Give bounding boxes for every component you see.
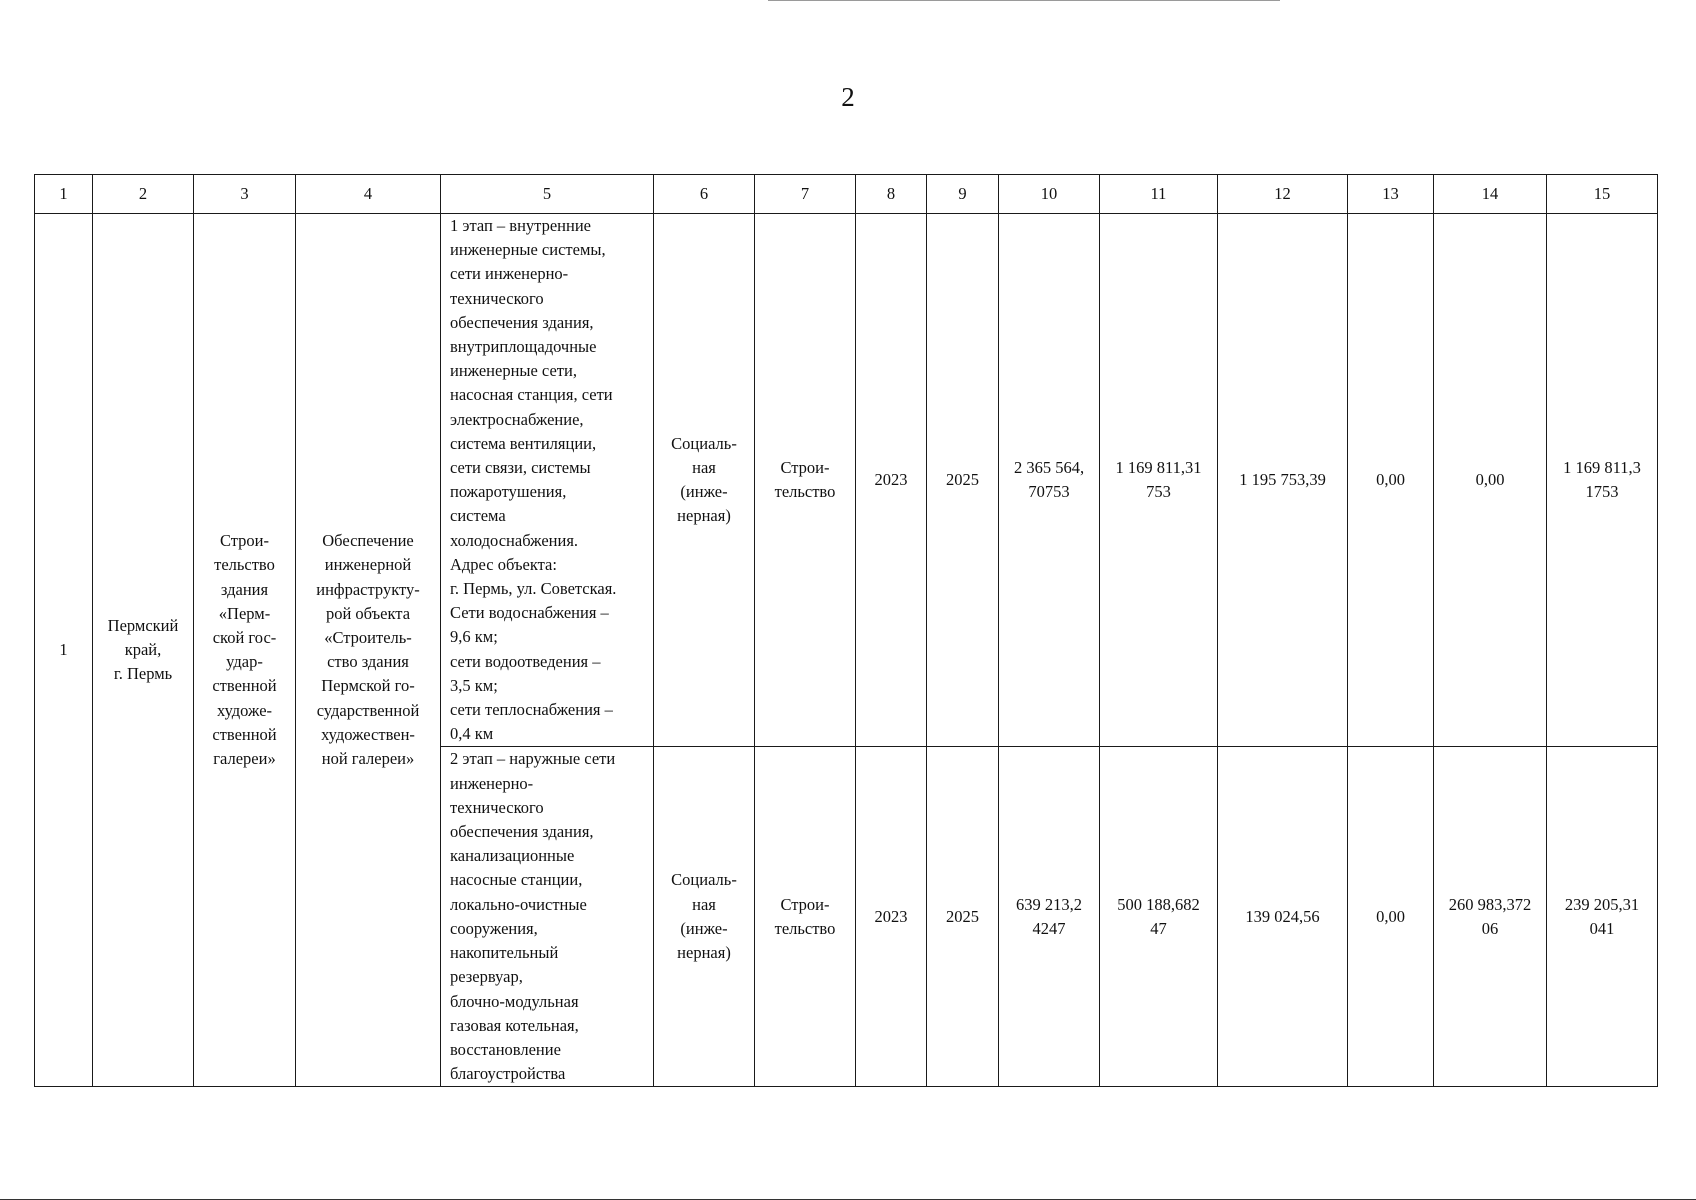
text-line: 2 365 564, — [1013, 458, 1085, 478]
text-line: художествен- — [321, 724, 415, 744]
text-line: 639 213,2 — [1016, 894, 1082, 914]
text-line: сети водоотведения – — [450, 651, 601, 671]
value-cell-13 — [1348, 747, 1434, 1087]
text-line: резервуар, — [450, 967, 523, 987]
text-line: технического — [450, 797, 544, 817]
text-line: блочно-модульная — [450, 991, 579, 1011]
value-cell-10 — [999, 747, 1100, 1087]
text-line: накопительный — [450, 943, 559, 963]
header-cell: 11 — [1100, 175, 1218, 214]
text-line: инженерные системы, — [450, 240, 606, 260]
text-line: инфраструкту- — [316, 579, 420, 599]
stage-description-cell — [441, 214, 654, 747]
text-line: инженерно- — [450, 773, 534, 793]
text-line: ной галереи» — [321, 748, 415, 768]
text-line: 139 024,56 — [1245, 906, 1320, 926]
text-line: технического — [450, 288, 544, 308]
text-line: инженерные сети, — [450, 361, 577, 381]
text-line: 0,4 км — [450, 724, 494, 744]
text-line: ная — [692, 458, 716, 478]
text-line: ство здания — [327, 652, 409, 672]
header-cell: 4 — [296, 175, 441, 214]
year-start-cell: 2023 — [856, 747, 927, 1087]
header-cell: 8 — [856, 175, 927, 214]
text-line: Строи- — [780, 894, 830, 914]
text-line: 260 983,372 — [1448, 894, 1532, 914]
text-line: Пермский — [107, 615, 179, 635]
header-row — [35, 175, 1658, 214]
text-line: Строи- — [219, 531, 270, 551]
text-line: 4247 — [1032, 918, 1066, 938]
text-line: обеспечения здания, — [450, 822, 594, 842]
text-line: газовая котельная, — [450, 1015, 579, 1035]
text-line: насосная станция, сети — [450, 385, 613, 405]
value-cell-15 — [1547, 214, 1658, 747]
text-line: насосные станции, — [450, 870, 583, 890]
header-cell: 14 — [1434, 175, 1547, 214]
text-line: (инже- — [680, 918, 728, 938]
page-number: 2 — [841, 82, 855, 112]
text-line: восстановление — [450, 1039, 561, 1059]
text-line: внутриплощадочные — [450, 337, 597, 357]
value-cell-11 — [1100, 747, 1218, 1087]
header-cell: 1 — [35, 175, 93, 214]
data-table — [34, 174, 1658, 1087]
text-line: «Строитель- — [324, 627, 412, 647]
text-line: система — [450, 506, 506, 526]
text-line: тельство — [774, 482, 836, 502]
year-end-cell: 2025 — [927, 747, 999, 1087]
text-line: 0,00 — [1376, 906, 1405, 926]
text-line: пожаротушения, — [450, 482, 567, 502]
text-line: холодоснабжения. — [450, 530, 579, 550]
value-cell-15 — [1547, 747, 1658, 1087]
text-line: 041 — [1589, 918, 1615, 938]
text-line: 0,00 — [1475, 470, 1505, 490]
text-line: Адрес объекта: — [450, 554, 557, 574]
header-cell: 6 — [654, 175, 755, 214]
row-number-cell: 1 — [35, 214, 93, 1087]
text-line: сети инженерно- — [450, 264, 569, 284]
table-row — [35, 214, 1658, 747]
text-line: 1 169 811,31 — [1115, 458, 1202, 478]
text-line: 70753 — [1028, 482, 1070, 502]
text-line: 9,6 км; — [450, 627, 498, 647]
sphere-cell — [654, 747, 755, 1087]
text-line: Строи- — [780, 458, 830, 478]
text-line: инженерной — [324, 555, 412, 575]
text-line: сети теплоснабжения – — [450, 700, 613, 720]
text-line: г. Пермь, ул. Советская. — [450, 579, 617, 599]
text-line: 239 205,31 — [1564, 894, 1640, 914]
text-line: тельство — [214, 555, 275, 575]
header-cell: 5 — [441, 175, 654, 214]
text-line: 2 этап – наружные сети — [450, 749, 616, 769]
text-line: 1 169 811,3 — [1563, 458, 1641, 478]
header-cell: 3 — [194, 175, 296, 214]
text-line: нерная) — [677, 943, 731, 963]
text-line: галереи» — [213, 748, 276, 768]
text-line: «Перм- — [218, 603, 271, 623]
text-line: здания — [220, 579, 269, 599]
text-line: нерная) — [677, 506, 731, 526]
text-line: 0,00 — [1376, 470, 1405, 490]
value-cell-11 — [1100, 214, 1218, 747]
scan-top-rule — [768, 0, 1280, 1]
text-line: сооружения, — [450, 918, 538, 938]
text-line: канализационные — [450, 846, 575, 866]
header-cell: 13 — [1348, 175, 1434, 214]
text-line: ской гос- — [212, 627, 277, 647]
text-line: 06 — [1481, 918, 1499, 938]
text-line: система вентиляции, — [450, 433, 597, 453]
text-line: Пермской го- — [321, 676, 415, 696]
text-line: Обеспечение — [322, 531, 414, 551]
header-cell: 9 — [927, 175, 999, 214]
text-line: удар- — [226, 652, 263, 672]
text-line: 47 — [1150, 918, 1167, 938]
header-cell: 7 — [755, 175, 856, 214]
value-cell-12 — [1218, 214, 1348, 747]
text-line: край, — [124, 640, 162, 660]
header-cell: 10 — [999, 175, 1100, 214]
text-line: тельство — [774, 918, 836, 938]
object-name-cell — [194, 214, 296, 1087]
header-cell: 15 — [1547, 175, 1658, 214]
text-line: сударственной — [316, 700, 420, 720]
region-cell — [93, 214, 194, 1087]
year-start-cell: 2023 — [856, 214, 927, 747]
value-cell-14 — [1434, 747, 1547, 1087]
text-line: (инже- — [680, 482, 728, 502]
text-line: 1 этап – внутренние — [450, 216, 591, 235]
text-line: 500 188,682 — [1117, 894, 1200, 914]
year-end-cell: 2025 — [927, 214, 999, 747]
header-cell: 12 — [1218, 175, 1348, 214]
text-line: 753 — [1146, 482, 1171, 502]
text-line: ственной — [212, 676, 277, 696]
text-line: локально-очистные — [450, 894, 587, 914]
value-cell-12 — [1218, 747, 1348, 1087]
event-name-cell — [296, 214, 441, 1087]
text-line: сети связи, системы — [450, 458, 591, 478]
value-cell-13 — [1348, 214, 1434, 747]
work-type-cell — [755, 747, 856, 1087]
value-cell-14 — [1434, 214, 1547, 747]
text-line: электроснабжение, — [450, 409, 584, 429]
text-line: благоустройства — [450, 1064, 566, 1084]
value-cell-10 — [999, 214, 1100, 747]
work-type-cell — [755, 214, 856, 747]
text-line: 1753 — [1585, 482, 1619, 502]
text-line: рой объекта — [325, 603, 411, 623]
text-line: художе- — [216, 700, 273, 720]
text-line: 3,5 км; — [450, 675, 498, 695]
text-line: Социаль- — [671, 433, 737, 453]
text-line: Сети водоснабжения – — [450, 603, 609, 623]
text-line: ственной — [212, 724, 277, 744]
text-line: Социаль- — [671, 870, 737, 890]
sphere-cell — [654, 214, 755, 747]
text-line: 1 195 753,39 — [1239, 470, 1326, 490]
stage-description-cell — [441, 747, 654, 1087]
text-line: ная — [692, 894, 716, 914]
text-line: обеспечения здания, — [450, 312, 594, 332]
header-cell: 2 — [93, 175, 194, 214]
text-line: г. Пермь — [113, 664, 173, 684]
